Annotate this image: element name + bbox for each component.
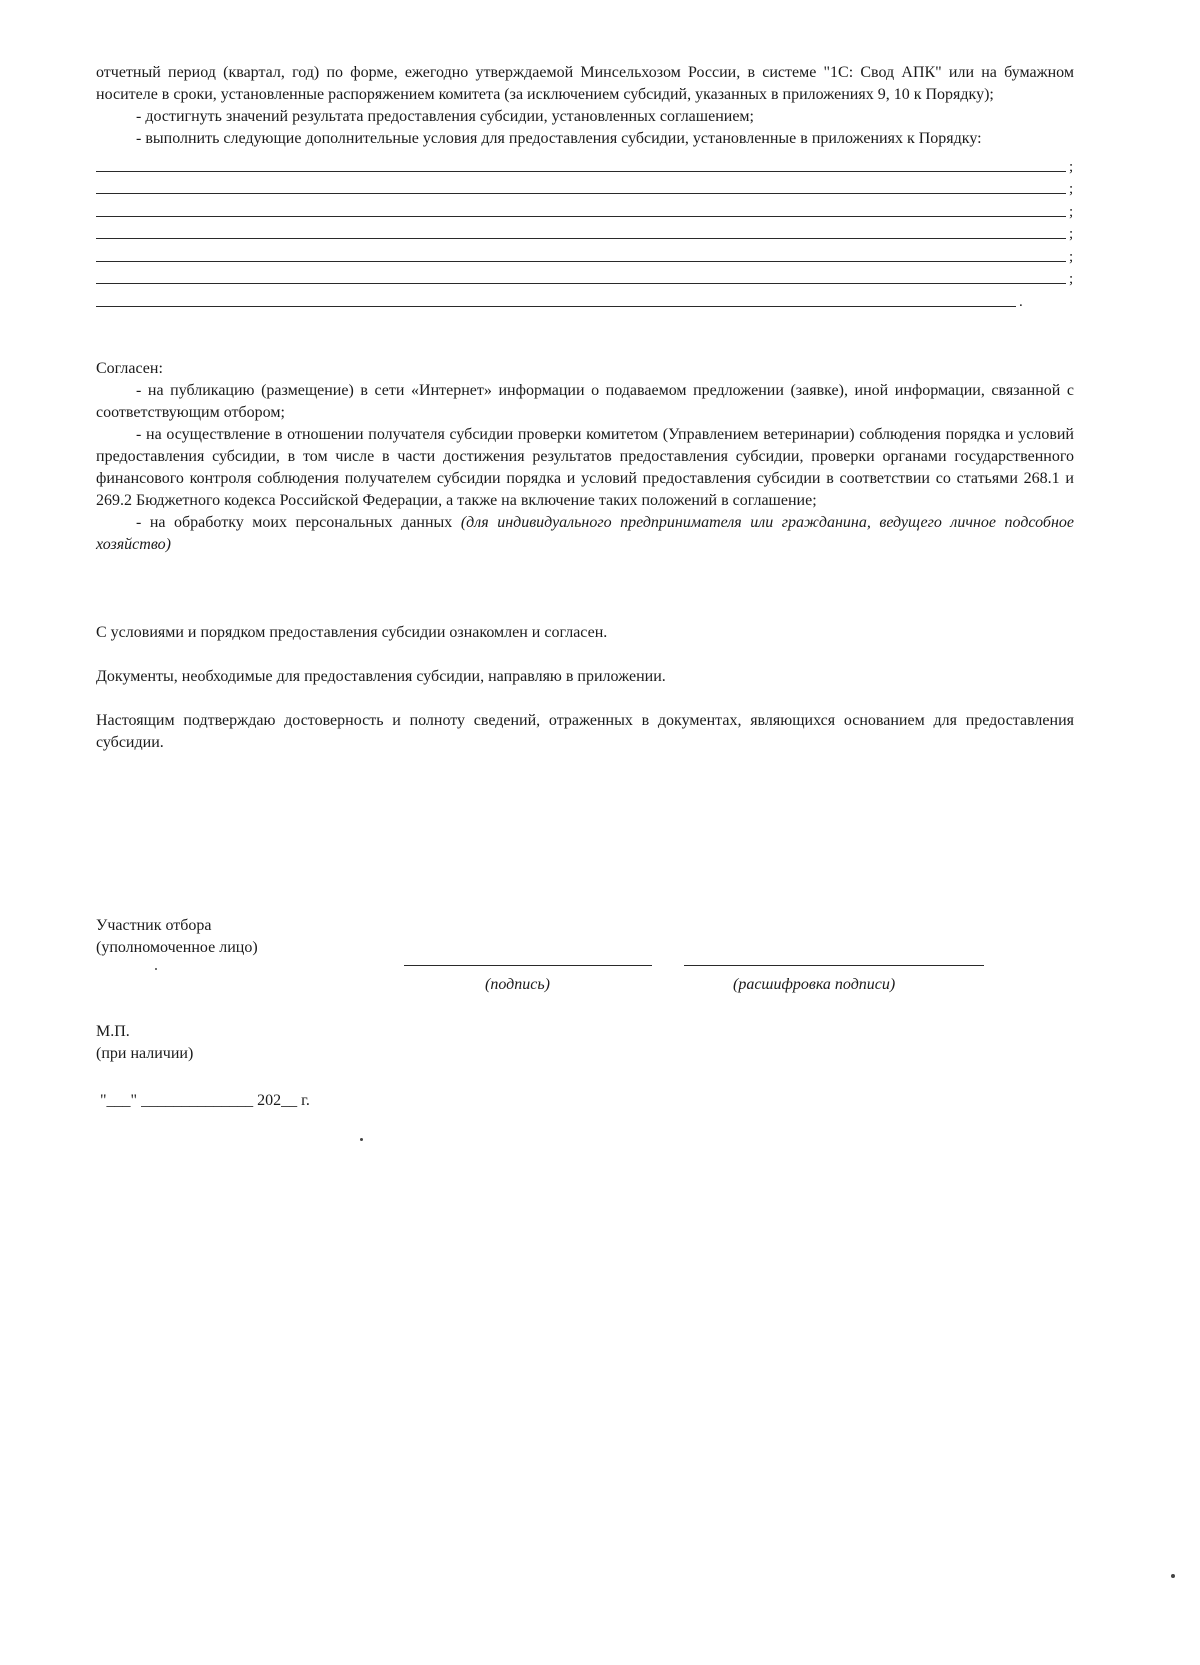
date-field[interactable]: "___" ______________ 202__ г.	[100, 1092, 310, 1109]
signature-caption: (подпись)	[485, 976, 550, 993]
signature-decoding-line[interactable]	[684, 965, 984, 966]
consent-heading: Согласен:	[96, 359, 163, 377]
scan-speck	[1171, 1574, 1175, 1578]
line-terminator: ;	[1069, 226, 1074, 242]
consent-publication: - на публикацию (размещение) в сети «Интернет» информации о подаваемом предложении (заявке), иной информации, связанной с соответствующим отбором;	[96, 381, 1074, 421]
blank-line[interactable]	[96, 244, 1074, 267]
line-terminator: .	[1019, 293, 1023, 310]
stamp-block	[96, 1021, 193, 1065]
participant-label: Участник отбора	[96, 917, 212, 934]
line-terminator: ;	[1069, 203, 1074, 220]
line-terminator: ;	[1069, 181, 1074, 197]
obligation-additional-conditions: - выполнить следующие дополнительные условия для предоставления субсидии, установленные в приложениях к Порядку:	[136, 130, 982, 147]
obligation-achieve-results: - достигнуть значений результата предоставления субсидии, установленных соглашением;	[136, 108, 754, 125]
blank-line[interactable]	[96, 267, 1074, 290]
consent-personal-data	[96, 512, 1074, 556]
obligation-continuation: отчетный период (квартал, год) по форме, ежегодно утверждаемой Минсельхозом России, в системе "1С: Свод АПК" или на бумажном носителе в сроки, установленные распоряжением комитета (за исключением субсидий, указанных в приложениях 9, 10 к Порядку);	[96, 64, 1074, 103]
conditions-blank-lines	[96, 154, 1074, 312]
blank-line[interactable]	[96, 199, 1074, 222]
statement-confirmation: Настоящим подтверждаю достоверность и полноту сведений, отраженных в документах, являющихся основанием для предоставления субсидии.	[96, 711, 1074, 751]
stamp-label: М.П.	[96, 1023, 130, 1040]
consent-inspection: - на осуществление в отношении получателя субсидии проверки комитетом (Управлением ветеринарии) соблюдения порядка и условий предоставления субсидии, в том числе в части достижения результатов предоставления субсидии, проверки органами государственного финансового контроля соблюдения получателем субсидии порядка и условий предоставления субсидии в соответствии со статьями 268.1 и 269.2 Бюджетного кодекса Российской Федерации, а также на включение таких положений в соглашение;	[96, 425, 1074, 509]
signature-decoding-caption: (расшифровка подписи)	[733, 976, 896, 993]
scan-speck	[360, 1138, 363, 1141]
stamp-note: (при наличии)	[96, 1045, 194, 1062]
document-body	[96, 62, 1074, 754]
signature-line[interactable]	[404, 965, 652, 966]
statement-documents: Документы, необходимые для предоставления субсидии, направляю в приложении.	[96, 667, 666, 685]
authorized-person-label: (уполномоченное лицо)	[96, 939, 258, 956]
line-terminator: ;	[1069, 248, 1074, 265]
signature-block	[96, 915, 1074, 1005]
blank-line[interactable]	[96, 177, 1074, 200]
blank-line[interactable]	[96, 154, 1074, 177]
blank-line[interactable]	[96, 222, 1074, 245]
scan-speck	[155, 968, 157, 970]
statement-acquainted: С условиями и порядком предоставления субсидии ознакомлен и согласен.	[96, 623, 608, 641]
blank-line[interactable]	[96, 289, 1074, 312]
line-terminator: ;	[1069, 271, 1074, 287]
consent-personal-data-note: (для индивидуального предпринимателя или гражданина, ведущего личное подсобное хозяйство)	[96, 513, 1075, 553]
consent-personal-data-text: - на обработку моих персональных данных	[136, 513, 461, 531]
line-terminator: ;	[1069, 158, 1074, 175]
